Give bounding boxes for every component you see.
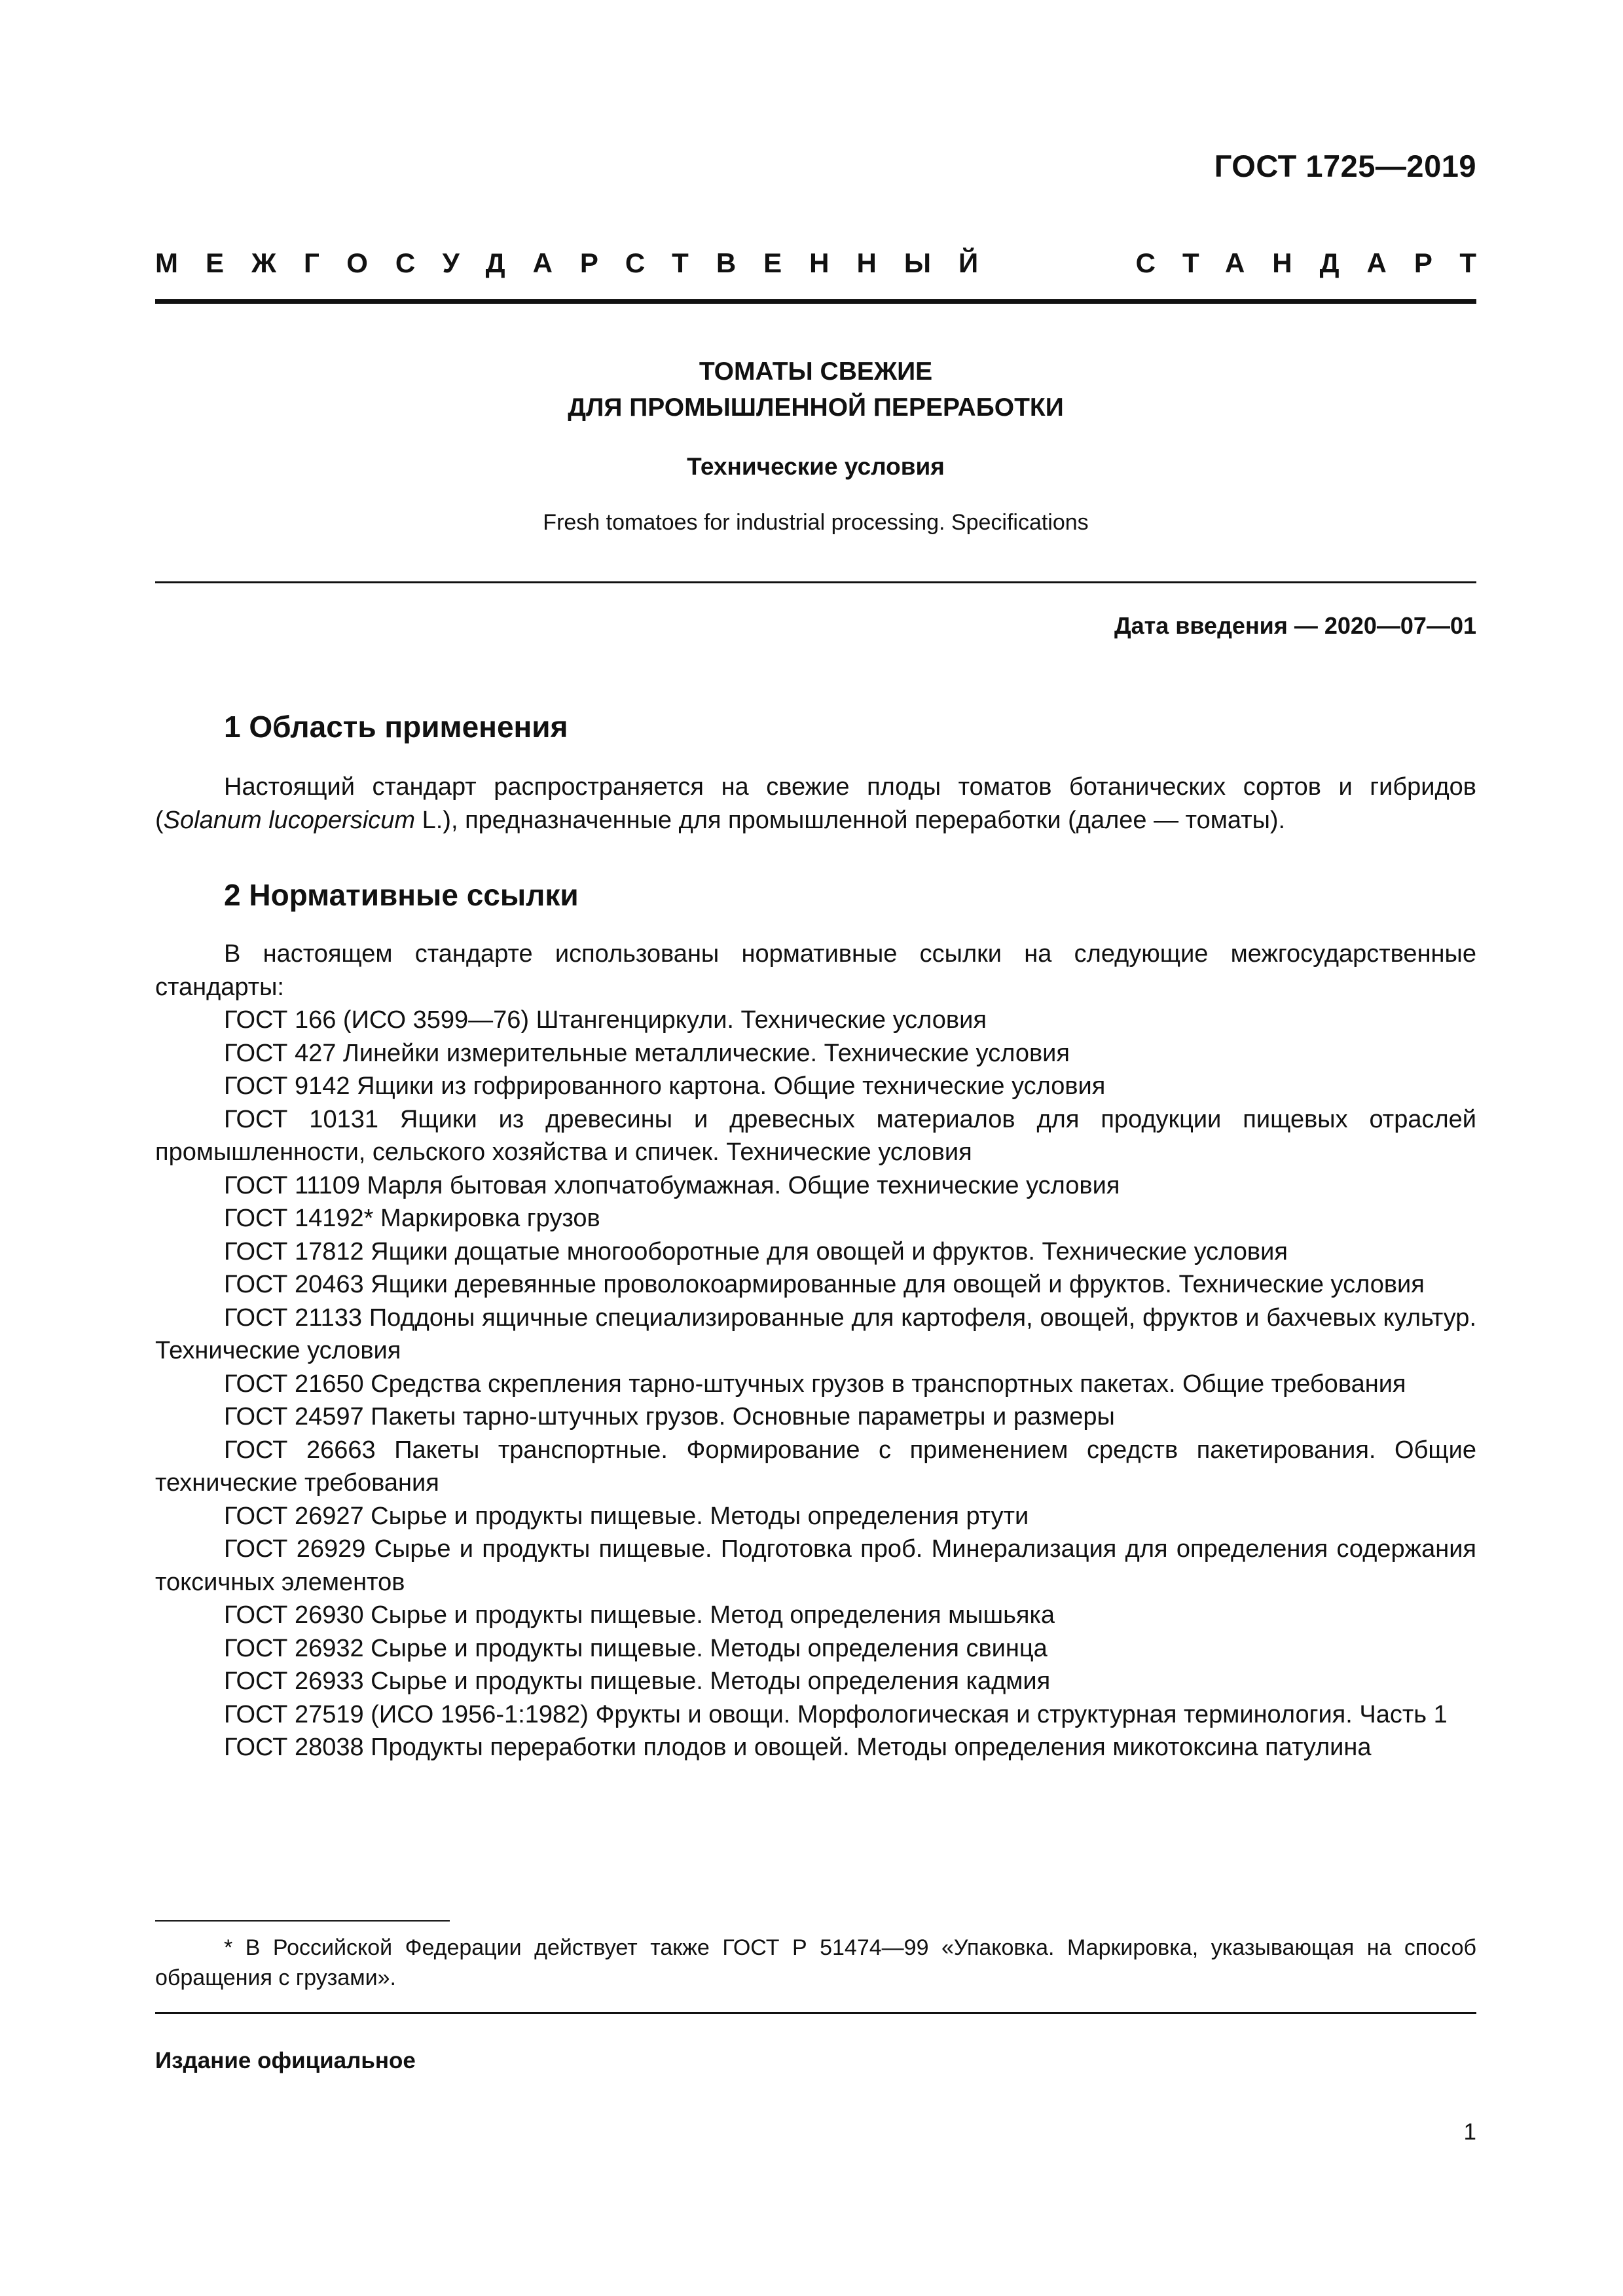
reference-item: ГОСТ 26933 Сырье и продукты пищевые. Методы определения кадмия: [224, 1667, 1051, 1695]
reference-item: ГОСТ 20463 Ящики деревянные проволокоармированные для овощей и фруктов. Технические условия: [224, 1271, 1425, 1298]
title-line-2: ДЛЯ ПРОМЫШЛЕННОЙ ПЕРЕРАБОТКИ: [568, 393, 1064, 422]
standard-type-header: [155, 247, 1504, 287]
footnote-divider: [155, 1920, 450, 1922]
section-1-text-before: Настоящий стандарт распространяется на свежие плоды томатов ботанических сортов и гибридов (: [155, 773, 1476, 834]
standard-type-left: МЕЖГОСУДАРСТВЕННЫЙ: [155, 247, 1006, 278]
reference-item: ГОСТ 26927 Сырье и продукты пищевые. Методы определения ртути: [224, 1502, 1029, 1530]
document-number: ГОСТ 1725—2019: [1214, 149, 1476, 183]
footer-divider: [155, 2012, 1476, 2014]
title-line-1: ТОМАТЫ СВЕЖИЕ: [699, 357, 933, 386]
header-divider: [155, 299, 1476, 304]
reference-item: ГОСТ 17812 Ящики дощатые многооборотные для овощей и фруктов. Технические условия: [224, 1237, 1288, 1266]
latin-name: Solanum lucopersicum: [163, 806, 416, 834]
footnote: * В Российской Федерации действует также ГОСТ Р 51474—99 «Упаковка. Маркировка, указывающая на способ обращения с грузами».: [155, 1935, 1476, 1990]
document-page: [155, 0, 1504, 2296]
title-divider: [155, 581, 1476, 583]
reference-item: ГОСТ 10131 Ящики из древесины и древесных материалов для продукции пищевых отраслей промышленности, сельского хозяйства и спичек. Технические условия: [155, 1105, 1476, 1166]
page-number: 1: [1463, 2119, 1476, 2145]
section-1-paragraph: [155, 771, 1476, 837]
reference-item: ГОСТ 427 Линейки измерительные металлические. Технические условия: [224, 1039, 1070, 1067]
section-1-text-after: L.), предназначенные для промышленной переработки (далее — томаты).: [415, 806, 1286, 834]
title-block: [155, 354, 1476, 538]
reference-item: ГОСТ 26663 Пакеты транспортные. Формирование с применением средств пакетирования. Общие технические требования: [155, 1436, 1476, 1497]
reference-item: ГОСТ 166 (ИСО 3599—76) Штангенциркули. Технические условия: [224, 1006, 987, 1034]
reference-item: ГОСТ 26930 Сырье и продукты пищевые. Метод определения мышьяка: [224, 1601, 1055, 1629]
english-title: Fresh tomatoes for industrial processing. Specifications: [543, 510, 1089, 535]
reference-item: ГОСТ 21133 Поддоны ящичные специализированные для картофеля, овощей, фруктов и бахчевых культур. Технические условия: [155, 1303, 1476, 1364]
reference-item: ГОСТ 27519 (ИСО 1956-1:1982) Фрукты и овощи. Морфологическая и структурная терминология. Часть 1: [224, 1700, 1448, 1728]
reference-item: ГОСТ 24597 Пакеты тарно-штучных грузов. Основные параметры и размеры: [224, 1403, 1115, 1430]
section-1-body: [155, 771, 1476, 837]
standard-type-right: СТАНДАРТ: [1135, 247, 1504, 278]
section-1-title: 1 Область применения: [224, 710, 568, 744]
subtitle: Технические условия: [687, 453, 945, 480]
reference-item: ГОСТ 14192* Маркировка грузов: [224, 1205, 600, 1232]
section-2-title: 2 Нормативные ссылки: [224, 878, 579, 912]
reference-item: ГОСТ 26929 Сырье и продукты пищевые. Подготовка проб. Минерализация для определения содержания токсичных элементов: [155, 1535, 1476, 1596]
reference-item: ГОСТ 26932 Сырье и продукты пищевые. Методы определения свинца: [224, 1634, 1048, 1662]
reference-item: ГОСТ 11109 Марля бытовая хлопчатобумажная. Общие технические условия: [224, 1171, 1120, 1199]
introduction-date: Дата введения — 2020—07—01: [1114, 612, 1476, 639]
section-2-intro: В настоящем стандарте использованы нормативные ссылки на следующие межгосударственные стандарты:: [155, 940, 1476, 1001]
section-2-body: [155, 938, 1476, 1764]
reference-item: ГОСТ 9142 Ящики из гофрированного картона. Общие технические условия: [224, 1072, 1106, 1100]
reference-item: ГОСТ 28038 Продукты переработки плодов и овощей. Методы определения микотоксина патулина: [224, 1734, 1372, 1761]
official-edition-label: Издание официальное: [155, 2048, 416, 2073]
reference-item: ГОСТ 21650 Средства скрепления тарно-штучных грузов в транспортных пакетах. Общие требования: [224, 1370, 1406, 1398]
